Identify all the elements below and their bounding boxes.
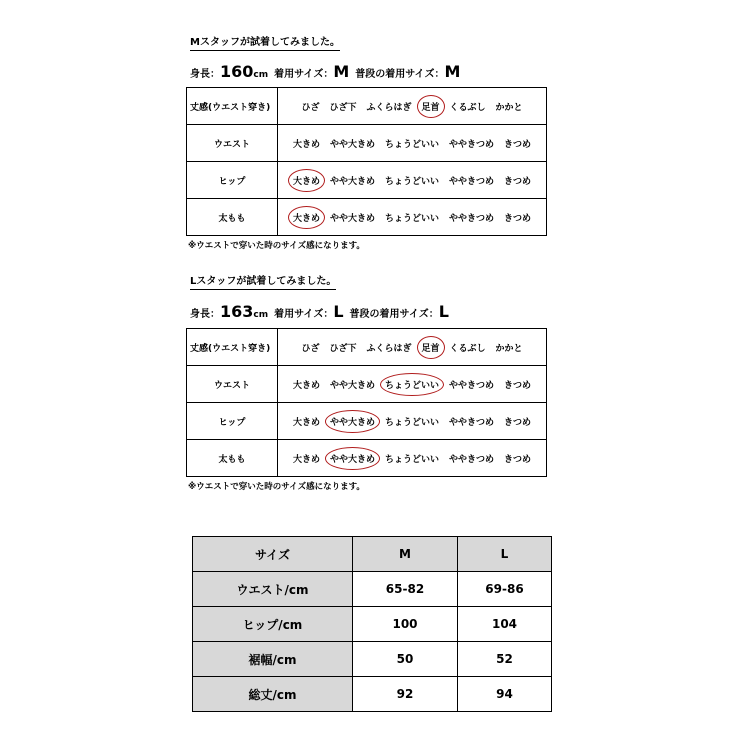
size-value-cell: 100 [353,607,458,642]
l-staff-profile [190,302,449,325]
l-staff-title: Lスタッフが試着してみました。 [190,276,336,290]
fit-row [187,366,547,403]
size-table-header [193,537,552,572]
fit-row-label: ヒップ [187,162,278,199]
size-header-cell: サイズ [193,537,353,572]
fit-option: やや大きめ [329,139,375,150]
fit-row [187,199,547,236]
fit-options-cell [278,125,547,162]
fit-option: やや大きめ [329,380,375,391]
fit-option: 大きめ [292,454,320,465]
m-staff-title: Mスタッフが試着してみました。 [190,37,340,51]
fit-option: 大きめ [292,380,320,391]
fit-option: ややきつめ [449,176,495,187]
fit-option: きつめ [504,380,532,391]
size-header-cell: M [353,537,458,572]
fit-option: ひざ下 [329,102,357,113]
usual-size-value: M [444,62,461,81]
fit-option: ちょうどいい [384,213,439,224]
fit-option-selected: やや大きめ [328,449,377,468]
l-staff-note: ※ウエストで穿いた時のサイズ感になります。 [188,482,365,492]
fit-option: きつめ [504,176,532,187]
size-value-cell: 92 [353,677,458,712]
size-value-cell: 50 [353,642,458,677]
height-unit: cm [253,310,269,320]
fit-options-cell [278,199,547,236]
fit-option: ややきつめ [449,454,495,465]
fit-row [187,125,547,162]
m-staff-fit-table [186,87,547,236]
fit-option: 大きめ [292,139,320,150]
worn-size-value: L [333,302,344,321]
height-unit: cm [253,70,269,80]
fit-option: やや大きめ [329,176,375,187]
size-table-row [193,572,552,607]
l-staff-fit-table [186,328,547,477]
fit-option: ややきつめ [449,213,495,224]
fit-option: ややきつめ [449,380,495,391]
fit-options-cell [278,329,547,366]
height-value: 163 [220,302,254,321]
fit-row-label: 丈感(ウエスト穿き) [187,329,278,366]
fit-option: ちょうどいい [384,417,439,428]
fit-options-cell [278,366,547,403]
worn-size-label: 着用サイズ： [274,309,334,320]
fit-option: ちょうどいい [384,176,439,187]
fit-option: くるぶし [449,102,486,113]
size-value-cell: 94 [458,677,552,712]
fit-option: ふくらはぎ [366,343,412,354]
fit-row [187,88,547,125]
fit-option: きつめ [504,139,532,150]
size-header-cell: L [458,537,552,572]
fit-row-label: ヒップ [187,403,278,440]
fit-option: ややきつめ [449,139,495,150]
height-label: 身長： [190,309,220,320]
size-measure-label: ヒップ/cm [193,607,353,642]
size-table-row [193,607,552,642]
fit-option: きつめ [504,454,532,465]
size-value-cell: 104 [458,607,552,642]
size-value-cell: 69-86 [458,572,552,607]
usual-size-label: 普段の着用サイズ： [355,69,445,80]
worn-size-value: M [333,62,350,81]
size-measure-label: ウエスト/cm [193,572,353,607]
fit-option: ひざ下 [329,343,357,354]
fit-row-label: ウエスト [187,366,278,403]
size-measure-label: 裾幅/cm [193,642,353,677]
m-staff-note: ※ウエストで穿いた時のサイズ感になります。 [188,241,365,251]
fit-option: くるぶし [449,343,486,354]
size-value-cell: 65-82 [353,572,458,607]
usual-size-label: 普段の着用サイズ： [349,309,439,320]
fit-row [187,162,547,199]
fit-option: ちょうどいい [384,139,439,150]
fit-option-selected: 大きめ [291,171,322,190]
height-value: 160 [220,62,254,81]
fit-option: きつめ [504,417,532,428]
m-staff-profile [190,62,460,85]
fit-option-selected: ちょうどいい [383,375,441,394]
fit-options-cell [278,403,547,440]
fit-option-selected: やや大きめ [328,412,377,431]
fit-options-cell [278,440,547,477]
worn-size-label: 着用サイズ： [274,69,334,80]
fit-row [187,403,547,440]
fit-option: かかと [495,343,523,354]
fit-row-label: ウエスト [187,125,278,162]
fit-option: ややきつめ [449,417,495,428]
fit-option: やや大きめ [329,213,375,224]
fit-option: 大きめ [292,417,320,428]
fit-options-cell [278,88,547,125]
height-label: 身長： [190,69,220,80]
fit-row-label: 太もも [187,440,278,477]
size-table-row [193,677,552,712]
fit-row-label: 丈感(ウエスト穿き) [187,88,278,125]
size-value-cell: 52 [458,642,552,677]
fit-options-cell [278,162,547,199]
fit-option: かかと [495,102,523,113]
fit-option: きつめ [504,213,532,224]
fit-option: ひざ [301,343,320,354]
fit-row-label: 太もも [187,199,278,236]
size-measure-label: 総丈/cm [193,677,353,712]
fit-option-selected: 足首 [420,338,442,357]
fit-option-selected: 足首 [420,97,442,116]
fit-option: ひざ [301,102,320,113]
usual-size-value: L [438,302,449,321]
size-table [192,536,552,712]
size-table-row [193,642,552,677]
fit-row [187,440,547,477]
fit-option: ちょうどいい [384,454,439,465]
fit-option: ふくらはぎ [366,102,412,113]
fit-row [187,329,547,366]
fit-option-selected: 大きめ [291,208,322,227]
